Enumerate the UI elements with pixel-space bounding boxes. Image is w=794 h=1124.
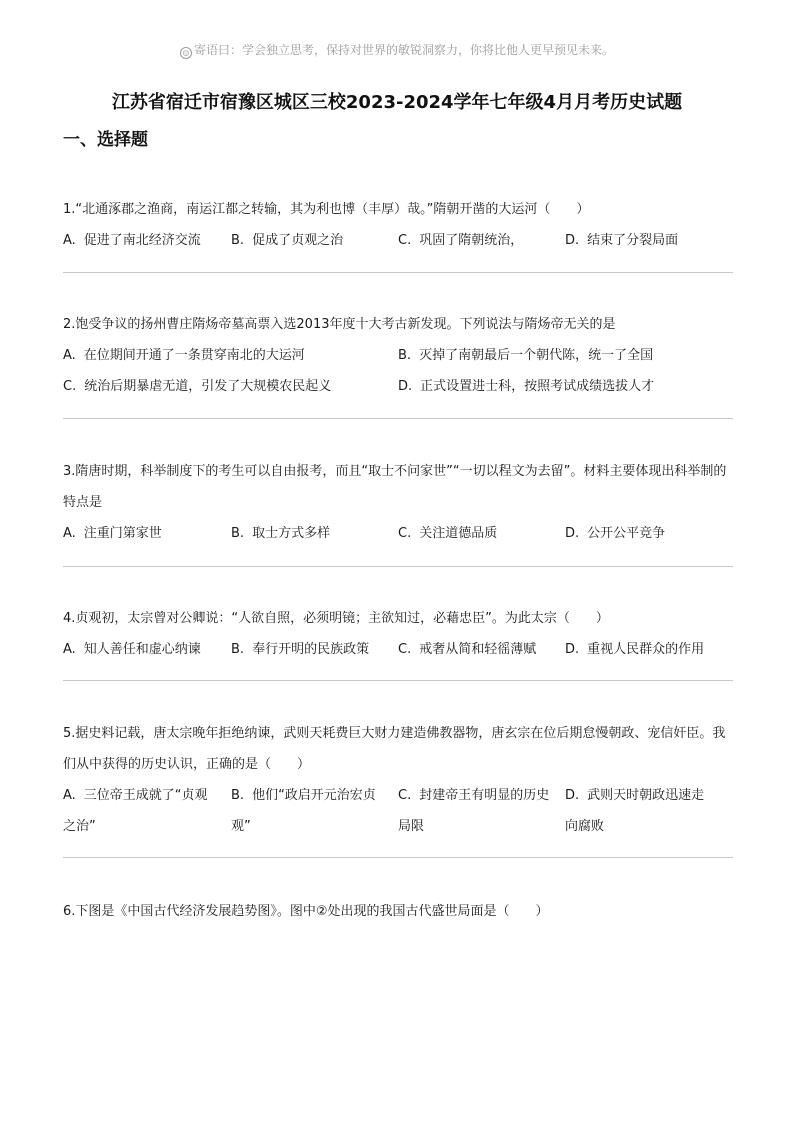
- divider: [63, 857, 733, 858]
- question-stem: 6.下图是《中国古代经济发展趋势图》。图中②处出现的我国古代盛世局面是（ ）: [63, 904, 549, 919]
- option-c[interactable]: C. 统治后期暴虐无道，引发了大规模农民起义: [63, 379, 332, 394]
- option-b[interactable]: B. 促成了贞观之治: [231, 233, 344, 248]
- question-5: [63, 718, 733, 842]
- options-row: [63, 780, 733, 842]
- option-b[interactable]: B. 奉行开明的民族政策: [231, 642, 370, 657]
- option-d[interactable]: D. 正式设置进士科，按照考试成绩选拔人才: [398, 379, 655, 394]
- option-d[interactable]: D. 武则天时朝政迅速走向腐败: [565, 788, 705, 834]
- option-a[interactable]: A. 注重门第家世: [63, 526, 162, 541]
- options-row: [63, 225, 733, 256]
- question-stem: 1.“北通涿郡之渔商，南运江都之转输，其为利也博（丰厚）哉。”隋朝开凿的大运河（ ）: [63, 202, 590, 217]
- option-a[interactable]: A. 知人善任和虚心纳谏: [63, 642, 201, 657]
- option-c[interactable]: C. 封建帝王有明显的历史局限: [398, 788, 550, 834]
- question-stem: 5.据史料记载，唐太宗晚年拒绝纳谏，武则天耗费巨大财力建造佛教器物，唐玄宗在位后期怠慢朝政、宠信奸臣。我们从中获得的历史认识，正确的是（ ）: [63, 726, 726, 772]
- option-c[interactable]: C. 戒奢从简和轻徭薄赋: [398, 642, 537, 657]
- options-row: [63, 518, 733, 549]
- option-d[interactable]: D. 公开公平竞争: [565, 526, 666, 541]
- page-title: 江苏省宿迁市宿豫区城区三校2023-2024学年七年级4月月考历史试题: [111, 92, 683, 113]
- option-d[interactable]: D. 结束了分裂局面: [565, 233, 679, 248]
- divider: [63, 566, 733, 567]
- question-stem: 4.贞观初，太宗曾对公卿说：“人欲自照，必须明镜；主欲知过，必藉忠臣”。为此太宗（ ）: [63, 611, 609, 626]
- option-c[interactable]: C. 关注道德品质: [398, 526, 498, 541]
- option-a[interactable]: A. 促进了南北经济交流: [63, 233, 201, 248]
- motto-header: [0, 41, 794, 59]
- option-b[interactable]: B. 取士方式多样: [231, 526, 331, 541]
- option-c[interactable]: C. 巩固了隋朝统治，: [398, 233, 524, 248]
- divider: [63, 680, 733, 681]
- option-a[interactable]: A. 三位帝王成就了“贞观之治”: [63, 788, 208, 834]
- question-4: [63, 603, 733, 665]
- divider: [63, 418, 733, 419]
- question-stem: 2.饱受争议的扬州曹庄隋炀帝墓高票入选2013年度十大考古新发现。下列说法与隋炀帝无关的是: [63, 317, 616, 332]
- motto-text: 寄语曰：学会独立思考，保持对世界的敏锐洞察力，你将比他人更早预见未来。: [193, 43, 614, 57]
- question-stem: 3.隋唐时期，科举制度下的考生可以自由报考，而且“取士不问家世”“一切以程文为去留”。材料主要体现出科举制的特点是: [63, 464, 727, 510]
- options-row: [63, 340, 733, 371]
- question-6: [63, 896, 733, 927]
- options-row: [63, 634, 733, 665]
- option-b[interactable]: B. 他们“政启开元治宏贞观”: [231, 788, 376, 834]
- option-d[interactable]: D. 重视人民群众的作用: [565, 642, 705, 657]
- smile-icon: ☺: [180, 47, 192, 59]
- question-1: [63, 194, 733, 256]
- section-heading: 一、选择题: [63, 130, 148, 150]
- option-b[interactable]: B. 灭掉了南朝最后一个朝代陈，统一了全国: [398, 348, 654, 363]
- question-2: [63, 309, 733, 402]
- divider: [63, 272, 733, 273]
- options-row: [63, 371, 733, 402]
- option-a[interactable]: A. 在位期间开通了一条贯穿南北的大运河: [63, 348, 305, 363]
- question-3: [63, 456, 733, 549]
